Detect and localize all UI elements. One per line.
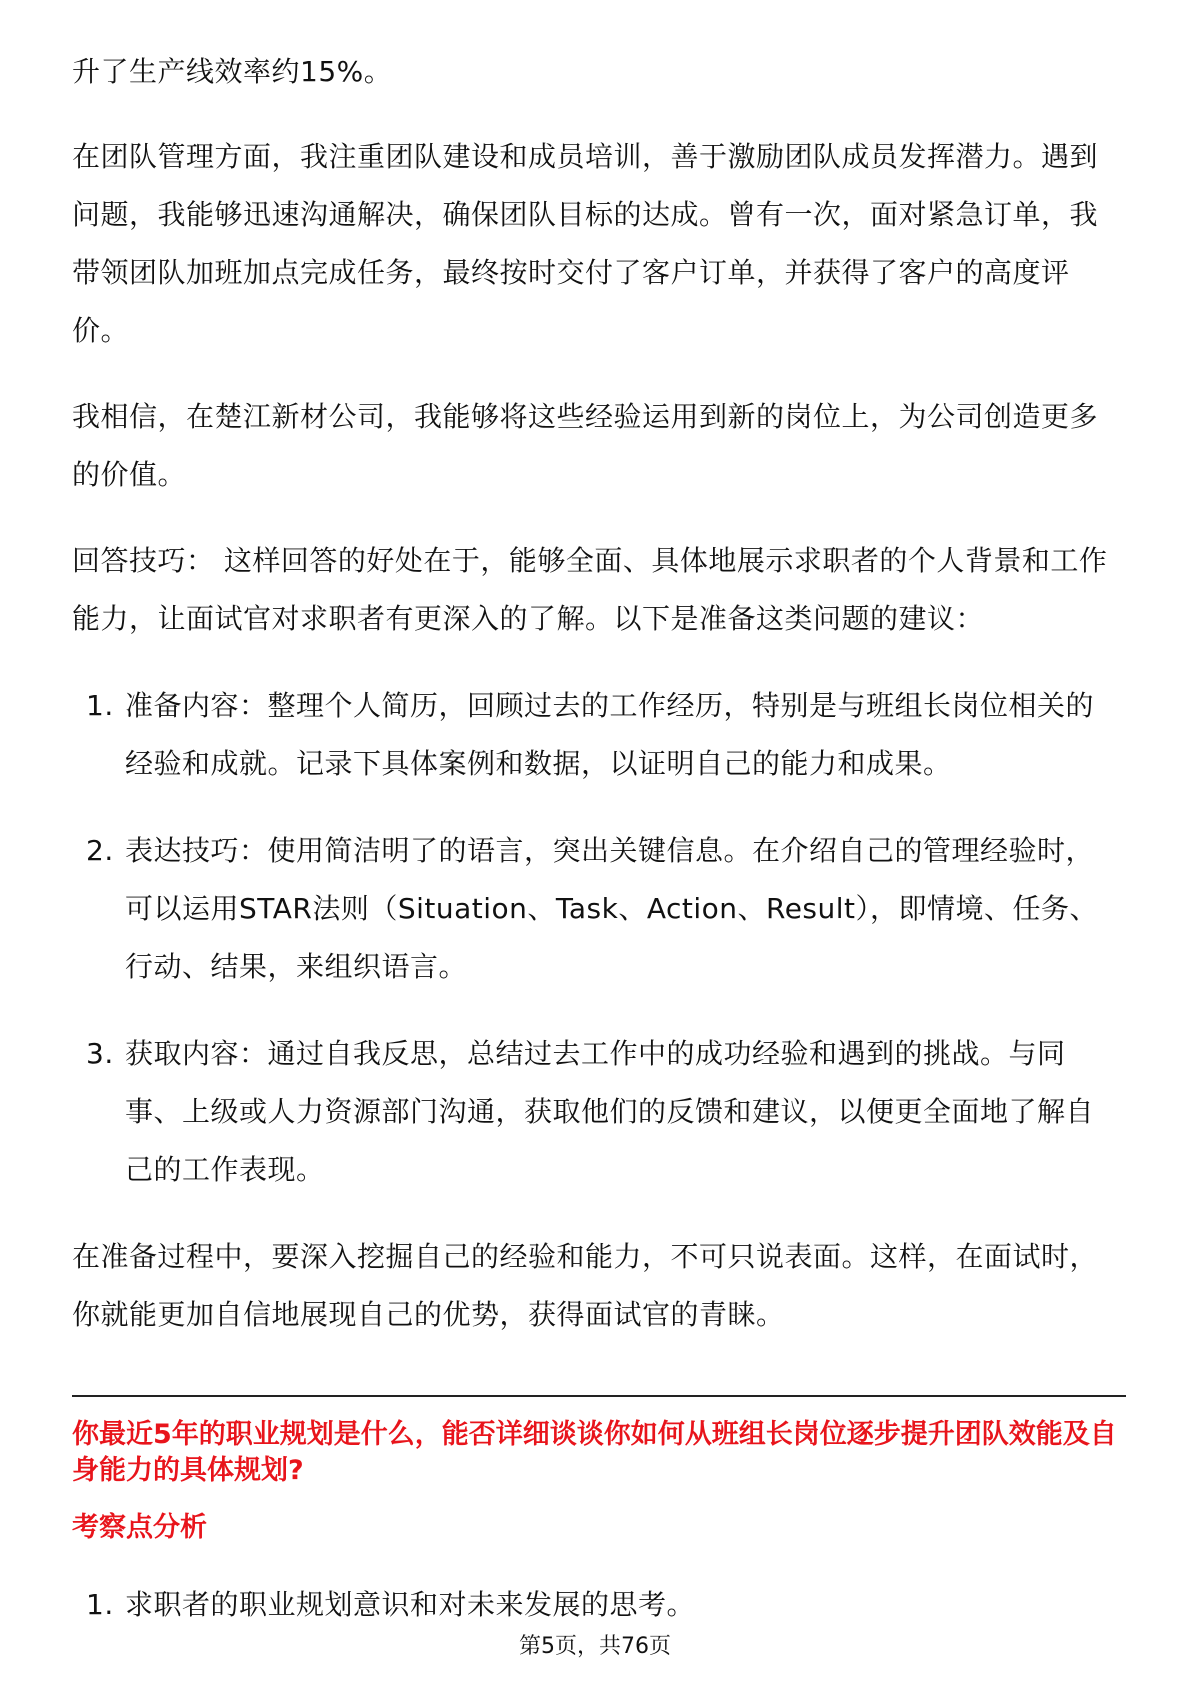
analysis-heading: 考察点分析 (72, 1512, 207, 1543)
divider (72, 1395, 1126, 1397)
paragraph-answer-tips: 回答技巧： 这样回答的好处在于，能够全面、具体地展示求职者的个人背景和工作能力，让面试官对求职者有更深入的了解。以下是准备这类问题的建议： (72, 544, 1108, 635)
paragraph-continuation: 升了生产线效率约15%。 (72, 55, 393, 88)
analysis-item (72, 1576, 1122, 1634)
paragraph-belief: 我相信，在楚江新材公司，我能够将这些经验运用到新的岗位上，为公司创造更多的价值。 (72, 400, 1099, 491)
question-heading: 你最近5年的职业规划是什么，能否详细谈谈你如何从班组长岗位逐步提升团队效能及自身能力的具体规划? (72, 1419, 1117, 1486)
list-text: 获取内容：通过自我反思，总结过去工作中的成功经验和遇到的挑战。与同事、上级或人力资源部门沟通，获取他们的反馈和建议，以便更全面地了解自己的工作表现。 (125, 1037, 1095, 1186)
list-text: 准备内容：整理个人简历，回顾过去的工作经历，特别是与班组长岗位相关的经验和成就。记录下具体案例和数据，以证明自己的能力和成果。 (125, 689, 1095, 780)
list-number: 1. (86, 1588, 114, 1621)
tip-item (72, 677, 1122, 793)
list-text: 求职者的职业规划意识和对未来发展的思考。 (125, 1588, 696, 1621)
tip-item (72, 822, 1122, 996)
page-footer: 第5页，共76页 (519, 1634, 671, 1659)
list-number: 2. (86, 834, 114, 867)
list-number: 1. (86, 689, 114, 722)
list-number: 3. (86, 1037, 114, 1070)
paragraph-team-management: 在团队管理方面，我注重团队建设和成员培训，善于激励团队成员发挥潜力。遇到问题，我能够迅速沟通解决，确保团队目标的达成。曾有一次，面对紧急订单，我带领团队加班加点完成任务，最终按时交付了客户订单，并获得了客户的高度评价。 (72, 140, 1099, 347)
paragraph-conclusion: 在准备过程中，要深入挖掘自己的经验和能力，不可只说表面。这样，在面试时，你就能更加自信地展现自己的优势，获得面试官的青睐。 (72, 1240, 1099, 1331)
tip-item (72, 1025, 1122, 1199)
list-text: 表达技巧：使用简洁明了的语言，突出关键信息。在介绍自己的管理经验时，可以运用STAR法则（Situation、Task、Action、Result），即情境、任务、行动、结果，来组织语言。 (125, 834, 1099, 983)
